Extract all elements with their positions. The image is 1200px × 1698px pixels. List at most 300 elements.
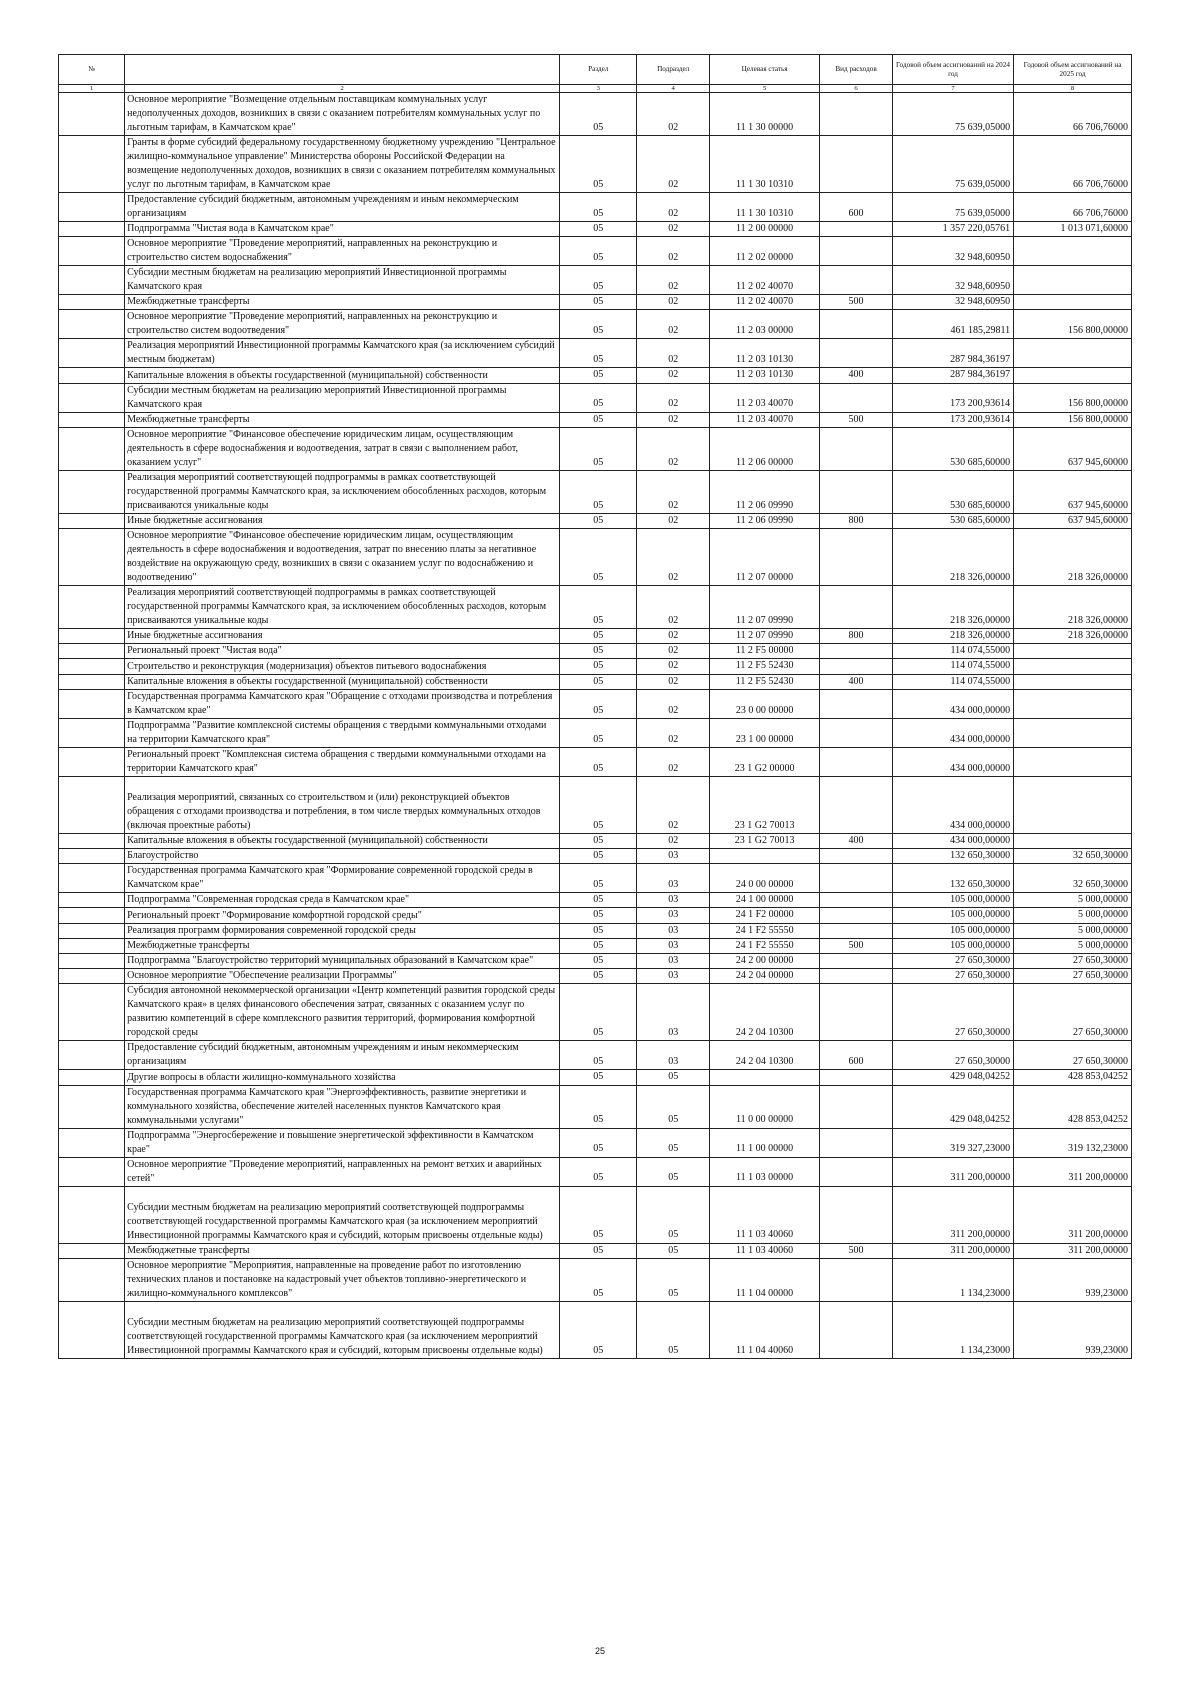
cell-expense-type [820,470,893,513]
cell-number [59,969,125,984]
cell-expense-type [820,529,893,586]
cell-name: Подпрограмма "Чистая вода в Камчатском крае" [125,222,560,237]
cell-subsection: 03 [637,908,710,923]
cell-subsection: 02 [637,193,710,222]
cell-section: 05 [560,193,637,222]
cell-number [59,136,125,193]
cell-expense-type [820,864,893,893]
cell-number [59,193,125,222]
cell-expense-type [820,1258,893,1301]
cell-expense-type [820,908,893,923]
cell-volume-2025: 32 650,30000 [1014,864,1132,893]
cell-target-article: 11 1 04 40060 [710,1301,820,1358]
cell-volume-2025: 27 650,30000 [1014,984,1132,1041]
table-row [59,1070,1132,1085]
cell-target-article: 23 1 00 00000 [710,718,820,747]
cell-target-article: 11 2 02 40070 [710,266,820,295]
cell-target-article: 24 2 04 00000 [710,969,820,984]
cell-number [59,747,125,776]
cell-expense-type [820,266,893,295]
table-row [59,412,1132,427]
cell-volume-2024: 105 000,00000 [892,908,1013,923]
table-row [59,427,1132,470]
cell-target-article: 24 2 04 10300 [710,984,820,1041]
cell-number [59,513,125,528]
header-name [125,55,560,85]
cell-number [59,938,125,953]
cell-name: Субсидии местным бюджетам на реализацию мероприятий Инвестиционной программы Камчатского края [125,383,560,412]
cell-name: Субсидии местным бюджетам на реализацию мероприятий Инвестиционной программы Камчатского края [125,266,560,295]
cell-section: 05 [560,923,637,938]
cell-subsection: 02 [637,747,710,776]
column-index-row [59,85,1132,93]
cell-number [59,718,125,747]
cell-name: Межбюджетные трансферты [125,1243,560,1258]
cell-number [59,1128,125,1157]
cell-expense-type: 400 [820,674,893,689]
cell-target-article: 11 2 F5 52430 [710,674,820,689]
cell-section: 05 [560,1157,637,1186]
cell-volume-2024: 75 639,05000 [892,93,1013,136]
cell-name: Региональный проект "Формирование комфортной городской среды" [125,908,560,923]
cell-expense-type [820,586,893,629]
cell-subsection: 02 [637,529,710,586]
cell-target-article: 11 2 07 09990 [710,629,820,644]
table-row [59,266,1132,295]
cell-number [59,237,125,266]
cell-target-article: 11 2 03 40070 [710,412,820,427]
cell-name: Строительство и реконструкция (модернизация) объектов питьевого водоснабжения [125,659,560,674]
cell-subsection: 05 [637,1085,710,1128]
header-expense-type: Вид расходов [820,55,893,85]
cell-number [59,310,125,339]
cell-name: Реализация мероприятий, связанных со строительством и (или) реконструкцией объектов обращения с отходами производства и потребления, в том числе твердых коммунальных отходов (включая проектные работы) [125,776,560,833]
cell-volume-2024: 434 000,00000 [892,689,1013,718]
cell-target-article: 11 2 03 10130 [710,339,820,368]
cell-name: Реализация мероприятий соответствующей подпрограммы в рамках соответствующей государственной программы Камчатского края, за исключением обособленных расходов, которым присваиваются уникальные коды [125,470,560,513]
cell-expense-type [820,310,893,339]
cell-volume-2025: 1 013 071,60000 [1014,222,1132,237]
cell-subsection: 02 [637,586,710,629]
cell-section: 05 [560,1041,637,1070]
cell-expense-type [820,136,893,193]
cell-subsection: 02 [637,427,710,470]
cell-expense-type [820,969,893,984]
column-index: 1 [59,85,125,93]
cell-section: 05 [560,513,637,528]
cell-subsection: 02 [637,513,710,528]
cell-number [59,222,125,237]
table-row [59,849,1132,864]
cell-volume-2025: 218 326,00000 [1014,586,1132,629]
cell-name: Другие вопросы в области жилищно-коммунального хозяйства [125,1070,560,1085]
column-index: 6 [820,85,893,93]
cell-subsection: 02 [637,136,710,193]
table-row [59,984,1132,1041]
cell-section: 05 [560,984,637,1041]
table-row [59,310,1132,339]
cell-volume-2025: 218 326,00000 [1014,529,1132,586]
cell-volume-2024: 287 984,36197 [892,339,1013,368]
cell-volume-2025 [1014,237,1132,266]
cell-target-article: 11 2 02 00000 [710,237,820,266]
cell-target-article: 11 1 03 00000 [710,1157,820,1186]
table-row [59,529,1132,586]
cell-target-article: 24 0 00 00000 [710,864,820,893]
cell-number [59,833,125,848]
cell-subsection: 02 [637,383,710,412]
cell-section: 05 [560,644,637,659]
cell-volume-2025: 939,23000 [1014,1258,1132,1301]
table-row [59,295,1132,310]
table-row [59,1157,1132,1186]
cell-expense-type [820,1157,893,1186]
table-row [59,1258,1132,1301]
cell-volume-2024: 530 685,60000 [892,427,1013,470]
cell-expense-type [820,776,893,833]
cell-target-article: 23 1 G2 70013 [710,833,820,848]
cell-section: 05 [560,1186,637,1243]
cell-name: Основное мероприятие "Обеспечение реализации Программы" [125,969,560,984]
cell-name: Основное мероприятие "Мероприятия, направленные на проведение работ по изготовлению технических планов и постановке на кадастровый учет объектов топливно-энергетического и жилищно-коммунального комплексов" [125,1258,560,1301]
cell-subsection: 02 [637,689,710,718]
cell-section: 05 [560,969,637,984]
cell-subsection: 02 [637,339,710,368]
cell-section: 05 [560,747,637,776]
cell-subsection: 02 [637,412,710,427]
cell-name: Реализация мероприятий Инвестиционной программы Камчатского края (за исключением субсидий местным бюджетам) [125,339,560,368]
cell-subsection: 02 [637,776,710,833]
cell-subsection: 03 [637,1041,710,1070]
cell-target-article: 11 1 03 40060 [710,1243,820,1258]
cell-volume-2024: 75 639,05000 [892,136,1013,193]
cell-expense-type: 500 [820,295,893,310]
cell-target-article: 11 1 30 10310 [710,136,820,193]
cell-volume-2024: 461 185,29811 [892,310,1013,339]
cell-volume-2025 [1014,659,1132,674]
table-row [59,193,1132,222]
cell-name: Предоставление субсидий бюджетным, автономным учреждениям и иным некоммерческим организациям [125,193,560,222]
cell-target-article: 11 2 02 40070 [710,295,820,310]
cell-name: Предоставление субсидий бюджетным, автономным учреждениям и иным некоммерческим организациям [125,1041,560,1070]
cell-number [59,674,125,689]
cell-expense-type: 800 [820,513,893,528]
table-header-row [59,55,1132,85]
cell-volume-2025: 5 000,00000 [1014,908,1132,923]
cell-target-article: 23 0 00 00000 [710,689,820,718]
cell-target-article: 11 2 F5 52430 [710,659,820,674]
cell-number [59,383,125,412]
table-row [59,1186,1132,1243]
cell-name: Основное мероприятие "Проведение мероприятий, направленных на реконструкцию и строительство систем водоснабжения" [125,237,560,266]
column-index: 8 [1014,85,1132,93]
cell-volume-2024: 434 000,00000 [892,833,1013,848]
cell-volume-2025: 5 000,00000 [1014,938,1132,953]
cell-name: Капитальные вложения в объекты государственной (муниципальной) собственности [125,833,560,848]
cell-volume-2024: 434 000,00000 [892,747,1013,776]
cell-expense-type: 800 [820,629,893,644]
cell-volume-2025 [1014,689,1132,718]
cell-expense-type: 600 [820,193,893,222]
cell-target-article: 24 2 00 00000 [710,954,820,969]
cell-section: 05 [560,1128,637,1157]
table-row [59,339,1132,368]
cell-section: 05 [560,529,637,586]
table-row [59,629,1132,644]
cell-number [59,1041,125,1070]
cell-section: 05 [560,629,637,644]
cell-number [59,659,125,674]
cell-volume-2024: 530 685,60000 [892,470,1013,513]
cell-number [59,1186,125,1243]
cell-volume-2025 [1014,644,1132,659]
cell-section: 05 [560,470,637,513]
cell-number [59,1157,125,1186]
cell-target-article: 11 2 03 00000 [710,310,820,339]
cell-expense-type: 500 [820,1243,893,1258]
cell-volume-2025 [1014,747,1132,776]
cell-name: Государственная программа Камчатского края "Формирование современной городской среды в Камчатском крае" [125,864,560,893]
cell-target-article: 11 1 30 10310 [710,193,820,222]
cell-volume-2024: 311 200,00000 [892,1157,1013,1186]
cell-expense-type [820,747,893,776]
cell-volume-2024: 1 134,23000 [892,1258,1013,1301]
cell-expense-type [820,383,893,412]
cell-volume-2025 [1014,339,1132,368]
cell-subsection: 03 [637,969,710,984]
cell-target-article: 11 2 07 00000 [710,529,820,586]
cell-volume-2024: 75 639,05000 [892,193,1013,222]
cell-name: Благоустройство [125,849,560,864]
cell-section: 05 [560,954,637,969]
cell-expense-type [820,644,893,659]
table-row [59,513,1132,528]
cell-target-article: 11 2 03 10130 [710,368,820,383]
cell-section: 05 [560,938,637,953]
cell-expense-type [820,1186,893,1243]
cell-section: 05 [560,689,637,718]
cell-subsection: 02 [637,833,710,848]
budget-table-sheet [58,54,1132,1359]
cell-name: Основное мероприятие "Финансовое обеспечение юридическим лицам, осуществляющим деятельность в сфере водоснабжения и водоотведения, затрат в связи с выполнением работ, оказанием услуг" [125,427,560,470]
cell-volume-2025: 428 853,04252 [1014,1085,1132,1128]
table-row [59,383,1132,412]
cell-volume-2025: 156 800,00000 [1014,383,1132,412]
cell-volume-2025: 27 650,30000 [1014,969,1132,984]
cell-number [59,893,125,908]
cell-name: Межбюджетные трансферты [125,295,560,310]
cell-subsection: 02 [637,674,710,689]
cell-expense-type: 500 [820,412,893,427]
cell-number [59,849,125,864]
cell-subsection: 02 [637,295,710,310]
cell-volume-2024: 27 650,30000 [892,1041,1013,1070]
header-target-article: Целевая статья [710,55,820,85]
cell-section: 05 [560,674,637,689]
cell-subsection: 02 [637,310,710,339]
cell-name: Государственная программа Камчатского края "Обращение с отходами производства и потребления в Камчатском крае" [125,689,560,718]
cell-section: 05 [560,849,637,864]
cell-section: 05 [560,383,637,412]
cell-volume-2024: 218 326,00000 [892,629,1013,644]
cell-name: Основное мероприятие "Проведение мероприятий, направленных на ремонт ветхих и аварийных сетей" [125,1157,560,1186]
cell-volume-2024: 32 948,60950 [892,266,1013,295]
column-index: 5 [710,85,820,93]
table-row [59,93,1132,136]
cell-name: Основное мероприятие "Финансовое обеспечение юридическим лицам, осуществляющим деятельность в сфере водоснабжения и водоотведения, затрат по внесению платы за негативное воздействие на окружающую среду, возникших в связи с оказанием услуг по водоснабжению и водоотведению" [125,529,560,586]
cell-section: 05 [560,295,637,310]
cell-number [59,776,125,833]
cell-expense-type [820,954,893,969]
cell-section: 05 [560,136,637,193]
cell-number [59,908,125,923]
cell-volume-2024: 319 327,23000 [892,1128,1013,1157]
cell-target-article: 24 1 F2 55550 [710,938,820,953]
table-row [59,908,1132,923]
cell-volume-2025 [1014,833,1132,848]
cell-volume-2025 [1014,368,1132,383]
cell-volume-2025 [1014,266,1132,295]
cell-expense-type [820,237,893,266]
cell-section: 05 [560,908,637,923]
cell-expense-type: 500 [820,938,893,953]
cell-section: 05 [560,1301,637,1358]
cell-volume-2024: 530 685,60000 [892,513,1013,528]
cell-volume-2024: 287 984,36197 [892,368,1013,383]
cell-volume-2024: 27 650,30000 [892,984,1013,1041]
cell-section: 05 [560,1070,637,1085]
cell-target-article: 11 2 07 09990 [710,586,820,629]
cell-section: 05 [560,586,637,629]
cell-subsection: 03 [637,864,710,893]
cell-section: 05 [560,833,637,848]
cell-subsection: 02 [637,718,710,747]
cell-volume-2024: 114 074,55000 [892,644,1013,659]
cell-section: 05 [560,893,637,908]
table-row [59,938,1132,953]
table-row [59,136,1132,193]
cell-name: Иные бюджетные ассигнования [125,629,560,644]
cell-number [59,368,125,383]
cell-number [59,984,125,1041]
cell-subsection: 05 [637,1070,710,1085]
cell-name: Субсидии местным бюджетам на реализацию мероприятий соответствующей подпрограммы соответствующей государственной программы Камчатского края (за исключением мероприятий Инвестиционной программы Камчатского края и субсидий, которым присвоены отдельные коды) [125,1186,560,1243]
cell-subsection: 02 [637,470,710,513]
cell-section: 05 [560,659,637,674]
column-index: 7 [892,85,1013,93]
cell-number [59,629,125,644]
cell-section: 05 [560,237,637,266]
cell-number [59,266,125,295]
cell-name: Основное мероприятие "Возмещение отдельным поставщикам коммунальных услуг недополученных доходов, возникших в связи с оказанием потребителям коммунальных услуг по льготным тарифам, в Камчатском крае" [125,93,560,136]
header-section: Раздел [560,55,637,85]
cell-subsection: 03 [637,984,710,1041]
cell-number [59,586,125,629]
cell-number [59,1301,125,1358]
cell-subsection: 02 [637,93,710,136]
cell-volume-2024: 434 000,00000 [892,718,1013,747]
cell-expense-type [820,93,893,136]
cell-name: Государственная программа Камчатского края "Энергоэффективность, развитие энергетики и коммунального хозяйства, обеспечение жителей населенных пунктов Камчатского края коммунальными услугами" [125,1085,560,1128]
column-index: 4 [637,85,710,93]
cell-volume-2025 [1014,718,1132,747]
cell-target-article [710,849,820,864]
cell-volume-2025: 5 000,00000 [1014,893,1132,908]
table-row [59,1085,1132,1128]
cell-target-article: 24 1 00 00000 [710,893,820,908]
cell-volume-2025: 319 132,23000 [1014,1128,1132,1157]
cell-target-article [710,1070,820,1085]
table-row [59,776,1132,833]
cell-volume-2025: 27 650,30000 [1014,954,1132,969]
cell-section: 05 [560,93,637,136]
cell-volume-2024: 173 200,93614 [892,412,1013,427]
cell-subsection: 02 [637,629,710,644]
table-row [59,747,1132,776]
cell-section: 05 [560,1085,637,1128]
cell-name: Межбюджетные трансферты [125,938,560,953]
cell-volume-2025: 311 200,00000 [1014,1157,1132,1186]
cell-target-article: 11 2 06 09990 [710,470,820,513]
cell-target-article: 11 1 00 00000 [710,1128,820,1157]
cell-volume-2024: 173 200,93614 [892,383,1013,412]
cell-section: 05 [560,776,637,833]
cell-name: Реализация программ формирования современной городской среды [125,923,560,938]
cell-number [59,644,125,659]
cell-name: Подпрограмма "Современная городская среда в Камчатском крае" [125,893,560,908]
cell-subsection: 03 [637,954,710,969]
cell-number [59,923,125,938]
cell-expense-type [820,222,893,237]
cell-section: 05 [560,427,637,470]
cell-subsection: 05 [637,1243,710,1258]
cell-section: 05 [560,1243,637,1258]
cell-volume-2024: 311 200,00000 [892,1243,1013,1258]
cell-subsection: 03 [637,849,710,864]
cell-volume-2024: 27 650,30000 [892,954,1013,969]
cell-volume-2024: 434 000,00000 [892,776,1013,833]
cell-expense-type [820,1085,893,1128]
cell-subsection: 05 [637,1258,710,1301]
cell-name: Субсидии местным бюджетам на реализацию мероприятий соответствующей подпрограммы соответствующей государственной программы Камчатского края (за исключением мероприятий Инвестиционной программы Камчатского края и субсидий, которым присвоены отдельные коды) [125,1301,560,1358]
table-row [59,893,1132,908]
cell-name: Основное мероприятие "Проведение мероприятий, направленных на реконструкцию и строительство систем водоотведения" [125,310,560,339]
cell-expense-type [820,893,893,908]
cell-name: Гранты в форме субсидий федеральному государственному бюджетному учреждению "Центральное жилищно-коммунальное управление" Министерства обороны Российской Федерации на возмещение недополученных доходов, возникших в связи с оказанием потребителям коммунальных услуг по льготным тарифам, в Камчатском крае [125,136,560,193]
cell-volume-2024: 1 134,23000 [892,1301,1013,1358]
cell-volume-2024: 105 000,00000 [892,923,1013,938]
cell-section: 05 [560,864,637,893]
cell-volume-2024: 218 326,00000 [892,529,1013,586]
table-row [59,718,1132,747]
cell-volume-2025: 939,23000 [1014,1301,1132,1358]
cell-volume-2025: 32 650,30000 [1014,849,1132,864]
cell-target-article: 11 2 00 00000 [710,222,820,237]
cell-number [59,412,125,427]
cell-volume-2024: 429 048,04252 [892,1070,1013,1085]
cell-expense-type [820,984,893,1041]
table-row [59,1243,1132,1258]
cell-volume-2024: 105 000,00000 [892,893,1013,908]
page-number: 25 [594,1646,605,1656]
table-row [59,644,1132,659]
cell-expense-type [820,427,893,470]
cell-target-article: 23 1 G2 70013 [710,776,820,833]
header-subsection: Подраздел [637,55,710,85]
table-row [59,969,1132,984]
cell-name: Подпрограмма "Энергосбережение и повышение энергетической эффективности в Камчатском крае" [125,1128,560,1157]
cell-volume-2025: 66 706,76000 [1014,136,1132,193]
